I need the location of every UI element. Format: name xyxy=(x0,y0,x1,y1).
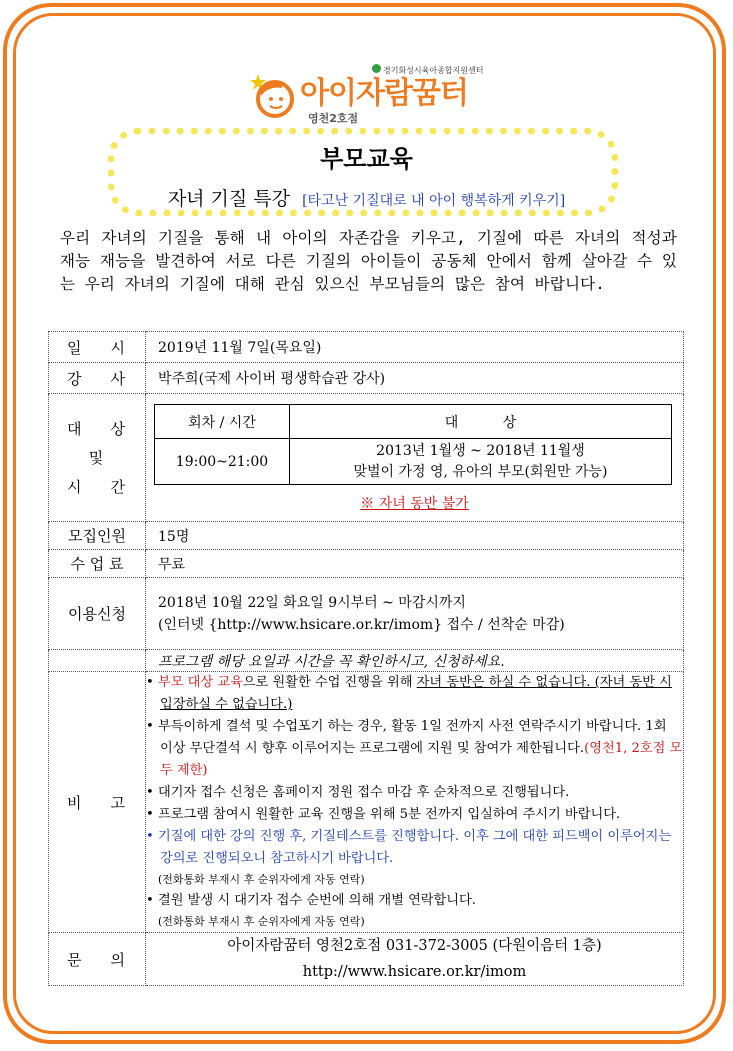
value-date: 2019년 11월 7일(목요일) xyxy=(146,332,684,363)
note-2: • 부득이하게 결석 및 수업포기 하는 경우, 활동 1일 전까지 사전 연락주시기 바랍니다. 1회 이상 무단결석 시 향후 이루어지는 프로그램에 지원 및 참여가 제한됩니다.(영천1, 2호점 모두 제한) xyxy=(146,719,683,778)
col-header-time: 회차 / 시간 xyxy=(155,405,290,439)
value-apply xyxy=(146,578,684,650)
row-notes xyxy=(49,672,684,933)
row-lecturer xyxy=(49,363,684,394)
label-date: 일 시 xyxy=(49,332,146,363)
label-target: 대 상 및 시 간 xyxy=(49,394,146,522)
apply-period: 2018년 10월 22일 화요일 9시부터 ~ 마감시까지 xyxy=(158,594,466,611)
value-contact xyxy=(146,933,684,986)
row-apply xyxy=(49,578,684,650)
note-1: • 부모 대상 교육으로 원활한 수업 진행을 위해 자녀 동반은 하실 수 없습니다. (자녀 동반 시 입장하실 수 없습니다.) xyxy=(146,675,672,712)
page-subtitle xyxy=(0,184,733,211)
row-capacity xyxy=(49,522,684,550)
contact-url[interactable]: http://www.hsicare.or.kr/imom xyxy=(302,964,527,980)
label-fee: 수 업 료 xyxy=(49,550,146,578)
logo-name: 아이자람꿈터 xyxy=(300,76,468,111)
value-target xyxy=(146,394,684,522)
value-fee: 무료 xyxy=(146,550,684,578)
note-4: • 프로그램 참여시 원활한 교육 진행을 위해 5분 전까지 입실하여 주시기 바랍니다. xyxy=(146,807,621,822)
schedule-table xyxy=(154,404,672,485)
note-5-sub: (전화통화 부재시 후 순위자에게 자동 연락) xyxy=(158,873,365,886)
info-table xyxy=(48,331,684,986)
subtitle-main: 자녀 기질 특강 xyxy=(167,188,291,210)
contact-info: 아이자람꿈터 영천2호점 031-372-3005 (다원이음터 1층) xyxy=(227,938,602,954)
value-lecturer: 박주희(국제 사이버 평생학습관 강사) xyxy=(146,363,684,394)
label-contact: 문 의 xyxy=(49,933,146,986)
apply-method: (인터넷 {http://www.hsicare.or.kr/imom} 접수 / 선착순 마감) xyxy=(158,616,565,633)
value-capacity: 15명 xyxy=(146,522,684,550)
col-header-target: 대 상 xyxy=(290,405,672,439)
logo-org: 경기화성시육아종합지원센터 xyxy=(383,66,484,75)
intro-paragraph: 우리 자녀의 기질을 통해 내 아이의 자존감을 키우고, 기질에 따른 자녀의 적성과 재능 재능을 발견하여 서로 다른 기질의 아이들이 공동체 안에서 함께 살아갈 수 있는 우리 자녀의 기질에 대해 관심 있으신 부모님들의 많은 참여 바랍니다. xyxy=(60,229,677,293)
child-face-icon xyxy=(250,72,296,118)
label-apply: 이용신청 xyxy=(49,578,146,650)
note-3: • 대기자 접수 신청은 홈페이지 정원 접수 마감 후 순차적으로 진행됩니다. xyxy=(146,785,570,800)
note-5: • 기질에 대한 강의 진행 후, 기질테스트를 진행합니다. 이후 그에 대한 피드백이 이루어지는 강의로 진행되오니 참고하시기 바랍니다. xyxy=(146,829,672,866)
label-lecturer: 강 사 xyxy=(49,363,146,394)
row-fee xyxy=(49,550,684,578)
row-contact xyxy=(49,933,684,986)
row-date xyxy=(49,332,684,363)
cell-time: 19:00~21:00 xyxy=(155,439,290,485)
note-6-sub: (전화통화 부재시 후 순위자에게 자동 연락) xyxy=(158,915,365,928)
cell-target: 2013년 1월생 ~ 2018년 11월생 맞벌이 가정 영, 유아의 부모(회원만 가능) xyxy=(290,439,672,485)
org-mark-icon xyxy=(372,64,381,73)
page-title: 부모교육 xyxy=(320,145,413,173)
subtitle-bracket: [타고난 기질대로 내 아이 행복하게 키우기] xyxy=(302,193,566,209)
note-6: • 결원 발생 시 대기자 접수 순번에 의해 개별 연락합니다. xyxy=(146,893,476,908)
value-notes xyxy=(146,672,684,933)
row-target xyxy=(49,394,684,522)
apply-note: 프로그램 해당 요일과 시간을 꼭 확인하시고, 신청하세요. xyxy=(146,650,684,672)
logo-branch: 영천2호점 xyxy=(308,112,359,125)
label-notes: 비 고 xyxy=(49,672,146,933)
logo xyxy=(250,58,490,128)
row-apply-note xyxy=(49,650,684,672)
label-capacity: 모집인원 xyxy=(49,522,146,550)
no-children-warning: ※ 자녀 동반 불가 xyxy=(360,496,469,512)
